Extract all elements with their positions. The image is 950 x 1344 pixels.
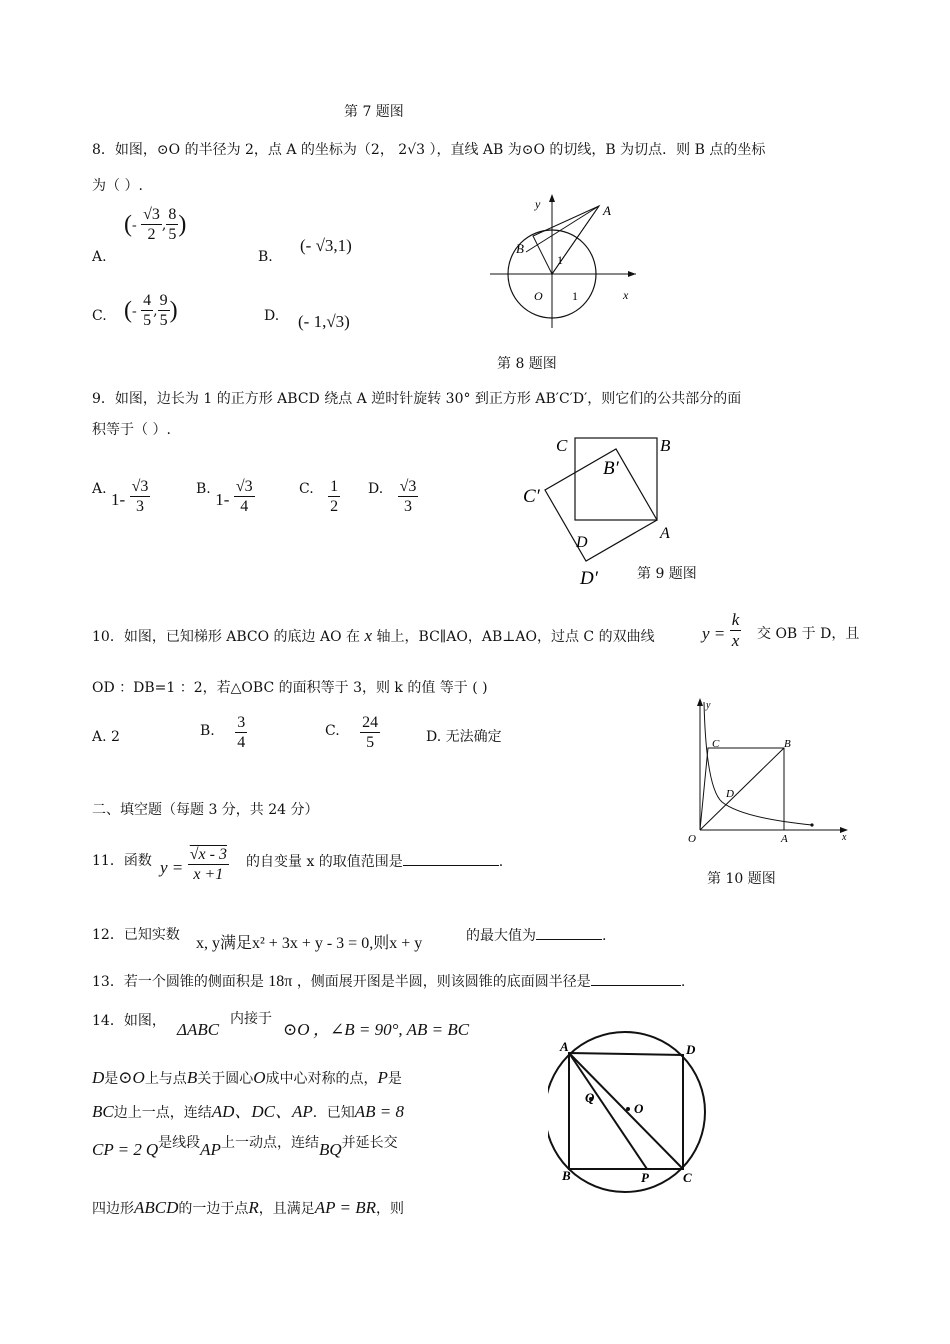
q14-label-p: P bbox=[641, 1170, 649, 1185]
q9-b-label: B. bbox=[196, 480, 211, 497]
q13-answer-blank[interactable] bbox=[591, 973, 681, 986]
q8-a-num1: √3 bbox=[143, 206, 160, 223]
q12-answer-blank[interactable] bbox=[536, 927, 602, 940]
q14-l2-c: 关于圆心 bbox=[197, 1071, 254, 1087]
q10-eq-den: x bbox=[731, 630, 740, 650]
q9-a-label: A. bbox=[92, 480, 107, 497]
q11-formula bbox=[160, 846, 229, 884]
q9-option-a bbox=[92, 470, 150, 515]
q14-l4-c: 并延长交 bbox=[341, 1135, 398, 1151]
q10-eq-y: y = bbox=[702, 624, 726, 644]
q8-c-num1: 4 bbox=[143, 292, 152, 309]
q8-label-1y: 1 bbox=[557, 253, 563, 267]
q14-triangle: ΔABC bbox=[177, 1020, 220, 1039]
q9-d-label: D. bbox=[368, 480, 384, 497]
q14-line1-mid: 内接于 bbox=[230, 1011, 272, 1027]
q12-text bbox=[466, 927, 606, 945]
q14-label-q: Q bbox=[585, 1090, 595, 1105]
q14-l4-bq: BQ bbox=[318, 1140, 342, 1159]
q10-label-y: y bbox=[706, 700, 711, 711]
q10-y-arrow bbox=[697, 698, 703, 706]
q10-caption: 第 10 题图 bbox=[707, 871, 776, 887]
q9-d-num: √3 bbox=[399, 478, 417, 495]
q14-l4-a: 是线段 bbox=[158, 1135, 201, 1151]
q9-c-num: 1 bbox=[330, 478, 339, 495]
q14-l5-d: ，则 bbox=[375, 1201, 404, 1217]
q8-figure bbox=[486, 188, 642, 332]
q12-pre: 12．已知实数 bbox=[92, 927, 180, 943]
q8-c-den2: 5 bbox=[159, 311, 168, 329]
q8-option-a-label: A. bbox=[92, 249, 107, 265]
q10-line1-x: x bbox=[364, 626, 373, 645]
q14-l5-b: 的一边于点 bbox=[178, 1201, 249, 1217]
q9-caption: 第 9 题图 bbox=[637, 566, 697, 582]
q11-answer-blank[interactable] bbox=[403, 853, 499, 866]
q9-label-cp: C′ bbox=[523, 486, 540, 507]
q12-post: 的最大值为 bbox=[466, 928, 536, 944]
q8-label-a: A bbox=[603, 203, 611, 218]
q9-a-pre: 1- bbox=[111, 489, 126, 509]
q9-label-c: C bbox=[556, 436, 568, 455]
q12-end: . bbox=[602, 928, 607, 944]
q10-eq-num: k bbox=[731, 610, 740, 629]
q8-c-den1: 5 bbox=[143, 311, 152, 329]
q14-l2-bb: B bbox=[186, 1068, 198, 1087]
q14-l5-c: ，且满足 bbox=[258, 1201, 315, 1217]
q11-pre: 11．函数 bbox=[92, 853, 152, 869]
q14-line5 bbox=[92, 1198, 404, 1218]
q10-label-c: C bbox=[712, 738, 720, 750]
q14-l3-eq: AB = 8 bbox=[354, 1102, 405, 1121]
q14-l5-a: 四边形 bbox=[92, 1201, 134, 1217]
q14-l5-eq: AP = BR bbox=[314, 1198, 376, 1217]
q8-label-y: y bbox=[535, 197, 541, 211]
q9-a-num: √3 bbox=[131, 478, 149, 495]
q10-label-d: D bbox=[726, 788, 734, 800]
q9-label-a: A bbox=[660, 525, 670, 542]
q13-pre: 13．若一个圆锥的侧面积是 bbox=[92, 974, 264, 990]
q14-l5-abcd: ABCD bbox=[134, 1198, 179, 1217]
q14-label-b: B bbox=[562, 1168, 571, 1183]
q9-b-den: 4 bbox=[240, 497, 249, 515]
q14-label-a: A bbox=[560, 1039, 569, 1054]
q9-label-bp: B′ bbox=[603, 458, 619, 479]
q14-l2-o: ⊙O bbox=[118, 1068, 145, 1087]
q12-expression: x, y满足x² + 3x + y - 3 = 0,则x + y bbox=[196, 935, 423, 952]
q10-ob-diagonal bbox=[700, 748, 784, 830]
q11-end: . bbox=[498, 854, 504, 870]
q11-den: x +1 bbox=[193, 865, 224, 883]
q9-a-den: 3 bbox=[136, 497, 145, 515]
q11-num: √x - 3 bbox=[189, 846, 227, 863]
q9-label-dp: D′ bbox=[580, 568, 598, 589]
q8-label-1x: 1 bbox=[572, 289, 578, 303]
q14-point-o bbox=[626, 1107, 630, 1111]
q8-a-den2: 5 bbox=[168, 225, 177, 243]
q14-l2-e: 是 bbox=[387, 1071, 402, 1087]
q11-text bbox=[246, 853, 503, 871]
q14-diagonal-ac bbox=[569, 1053, 683, 1169]
q11-post: 的自变量 x 的取值范围是 bbox=[246, 854, 403, 870]
q10-curve-end bbox=[810, 823, 813, 826]
q11-eq-y: y = bbox=[160, 857, 184, 877]
q10-label-b: B bbox=[784, 738, 791, 750]
section-2-heading: 二、填空题（每题 3 分，共 24 分） bbox=[92, 802, 319, 818]
q8-a-num2: 8 bbox=[168, 206, 177, 223]
q9-option-c bbox=[299, 470, 340, 515]
q10-line2: OD ：DB=1 ：2，若△OBC 的面积等于 3，则 k 的值 等于 ( ) bbox=[92, 680, 488, 696]
q9-label-d: D bbox=[576, 534, 588, 551]
q10-line1-post: 交 OB 于 D，且 bbox=[757, 626, 860, 642]
q10-c-den: 5 bbox=[366, 733, 375, 751]
q8-option-c-label: C. bbox=[92, 308, 107, 324]
q8-line2: 为（ ）. bbox=[92, 178, 143, 194]
q8-label-b: B bbox=[516, 241, 524, 256]
q10-option-a: A. 2 bbox=[92, 729, 120, 745]
q8-option-b: (- √3,1) bbox=[300, 236, 352, 255]
q9-line1: 9．如图，边长为 1 的正方形 ABCD 绕点 A 逆时针旋转 30° 到正方形 AB′C′D′，则它们的公共部分的面 bbox=[92, 391, 742, 407]
q8-option-d: (- 1,√3) bbox=[298, 312, 350, 331]
q14-l2-p: P bbox=[377, 1068, 388, 1087]
q14-line1-pre: 14．如图， bbox=[92, 1013, 166, 1029]
q10-option-c bbox=[325, 714, 380, 752]
q14-l3-a: 边上一点，连结 bbox=[113, 1105, 212, 1121]
q14-l3-b: ．已知 bbox=[312, 1105, 355, 1121]
q8-y-arrow bbox=[549, 194, 555, 202]
q8-option-c: (- $\frac{4}{5}$ , $\frac{9}{5}$ ) bbox=[124, 292, 178, 329]
q8-label-x: x bbox=[623, 288, 629, 302]
q14-l3-segs: AD、DC、AP bbox=[211, 1102, 313, 1121]
q14-label-o: O bbox=[634, 1101, 644, 1116]
q14-line2 bbox=[92, 1068, 402, 1088]
q8-label-o: O bbox=[534, 289, 543, 303]
q9-d-den: 3 bbox=[404, 497, 413, 515]
q14-l4-ap: AP bbox=[200, 1140, 221, 1159]
q10-option-d: D. 无法确定 bbox=[426, 729, 502, 745]
q8-option-b-label: B. bbox=[258, 249, 273, 265]
q10-b-den: 4 bbox=[237, 733, 246, 751]
q14-l2-oo: O bbox=[253, 1068, 266, 1087]
q14-line4 bbox=[92, 1135, 398, 1160]
q14-circle: ⊙O bbox=[283, 1020, 310, 1039]
q10-label-a: A bbox=[781, 833, 788, 845]
q10-label-x: x bbox=[842, 832, 847, 843]
q14-l4-q: Q bbox=[145, 1140, 159, 1159]
q14-l5-r: R bbox=[248, 1198, 259, 1217]
q13-text bbox=[92, 972, 685, 991]
q13-end: . bbox=[680, 974, 686, 990]
fig7-caption: 第 7 题图 bbox=[344, 104, 404, 120]
q10-line1 bbox=[92, 626, 655, 646]
q8-tangent-line bbox=[526, 206, 599, 252]
q9-b-pre: 1- bbox=[215, 489, 230, 509]
q13-post: ，侧面展开图是半圆，则该圆锥的底面圆半径是 bbox=[296, 974, 591, 990]
q14-condition: ，∠B = 90°, AB = BC bbox=[313, 1020, 470, 1039]
q10-c-num: 24 bbox=[362, 714, 379, 731]
q13-value: 18π bbox=[268, 973, 293, 990]
q9-b-num: √3 bbox=[235, 478, 253, 495]
q8-option-d-label: D. bbox=[264, 308, 280, 324]
q8-caption: 第 8 题图 bbox=[497, 356, 557, 372]
q14-l2-a: 是 bbox=[104, 1071, 119, 1087]
q14-figure bbox=[548, 1030, 718, 1200]
q10-c-label: C. bbox=[325, 722, 340, 739]
q8-triangle-aob bbox=[533, 206, 599, 274]
q9-c-label: C. bbox=[299, 480, 314, 497]
q9-c-den: 2 bbox=[330, 497, 339, 515]
q10-line1-mid: 轴上，BC∥AO，AB⊥AO，过点 C 的双曲线 bbox=[376, 629, 655, 645]
q8-c-num2: 9 bbox=[159, 292, 168, 309]
q14-label-c: C bbox=[683, 1170, 692, 1185]
q14-l2-d2: 成中心对称的点， bbox=[265, 1071, 378, 1087]
q10-option-b bbox=[200, 714, 247, 752]
q9-square-rotated bbox=[545, 449, 657, 561]
q9-line2: 积等于（ ）. bbox=[92, 422, 171, 438]
q8-line1: 8．如图，⊙O 的半径为 2，点 A 的坐标为（2， 2√3 ），直线 AB 为⊙O 的切线，B 为切点．则 B 点的坐标 bbox=[92, 142, 766, 158]
q10-b-label: B. bbox=[200, 722, 215, 739]
q14-l4-b: 上一动点，连结 bbox=[220, 1135, 319, 1151]
q10-hyperbola bbox=[704, 702, 812, 825]
q14-l3-bc: BC bbox=[92, 1102, 114, 1121]
q8-option-a: (- $\frac{√3}{2}$ , $\frac{8}{5}$ ) bbox=[124, 206, 187, 243]
q10-line1-pre: 10．如图，已知梯形 ABCO 的底边 AO 在 bbox=[92, 629, 361, 645]
q14-l4-eq: CP = 2 bbox=[92, 1140, 142, 1159]
q9-label-b: B bbox=[660, 436, 671, 455]
q10-b-num: 3 bbox=[237, 714, 246, 731]
q10-equation bbox=[702, 611, 741, 651]
q8-a-den1: 2 bbox=[147, 225, 156, 243]
q8-x-arrow bbox=[628, 271, 636, 277]
q9-option-b bbox=[196, 470, 255, 515]
q10-label-o: O bbox=[688, 833, 696, 845]
q14-label-d: D bbox=[686, 1042, 696, 1057]
q14-line3 bbox=[92, 1102, 404, 1122]
q9-square-abcd bbox=[575, 438, 657, 520]
q14-l2-d: D bbox=[92, 1068, 105, 1087]
q14-l2-b: 上与点 bbox=[144, 1071, 187, 1087]
q10-figure bbox=[682, 694, 852, 848]
q9-option-d bbox=[368, 470, 418, 515]
